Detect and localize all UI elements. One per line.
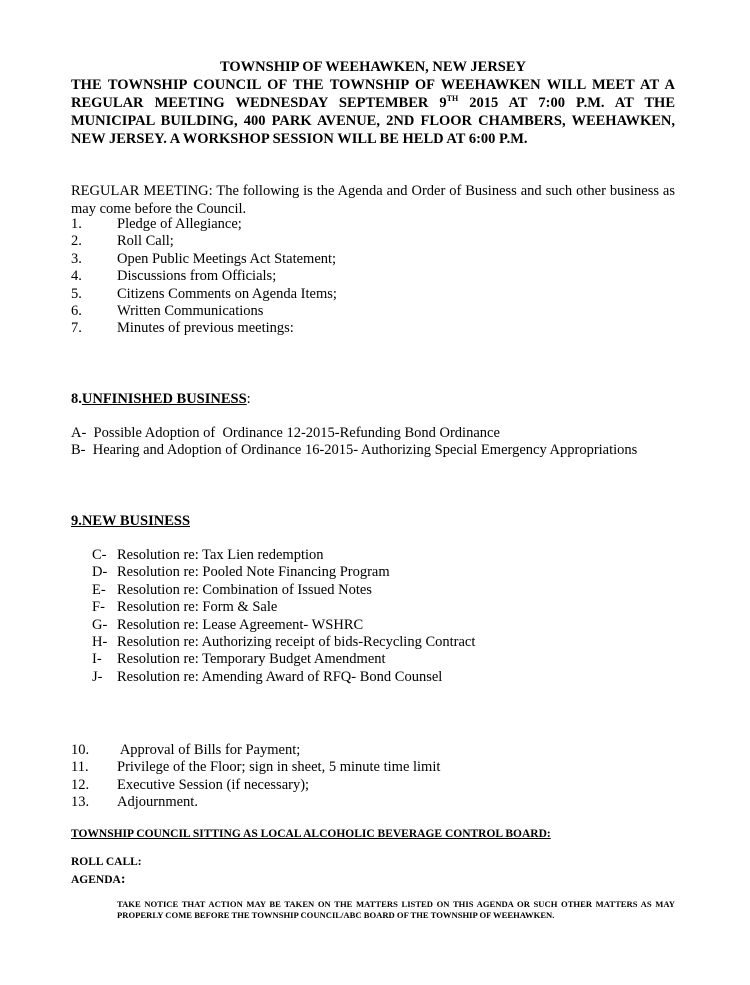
item-number: E- — [92, 581, 106, 598]
list-item — [71, 742, 675, 759]
item-number: H- — [92, 634, 108, 651]
list-item — [92, 582, 672, 599]
list-item — [92, 599, 672, 616]
list-item — [71, 268, 675, 285]
list-item — [92, 634, 672, 651]
item-text: Privilege of the Floor; sign in sheet, 5 minute time limit — [117, 759, 441, 776]
item-number: 6. — [71, 303, 82, 320]
item-text: Written Communications — [117, 303, 264, 320]
item-text: Executive Session (if necessary); — [117, 776, 310, 793]
list-item — [92, 564, 672, 581]
order-of-business-list — [71, 216, 675, 338]
item-text: Resolution re: Tax Lien redemption — [117, 547, 324, 563]
item-text: Roll Call; — [117, 233, 174, 250]
item-number: 4. — [71, 268, 82, 285]
list-item — [71, 216, 675, 233]
closing-items-list — [71, 742, 675, 812]
agenda-page — [71, 58, 675, 920]
list-item — [71, 794, 675, 811]
item-text: Resolution re: Temporary Budget Amendment — [117, 651, 386, 668]
document-title: TOWNSHIP OF WEEHAWKEN, NEW JERSEY — [219, 59, 527, 75]
item-number: J- — [92, 668, 103, 685]
list-item — [71, 777, 675, 794]
meeting-announcement — [71, 76, 675, 148]
item-number: 13. — [71, 794, 90, 811]
list-item — [92, 547, 672, 564]
item-text: Minutes of previous meetings: — [117, 320, 294, 337]
item-number: 12. — [71, 776, 90, 793]
item-text: Resolution re: Amending Award of RFQ- Bond Counsel — [117, 668, 443, 685]
item-text: Resolution re: Lease Agreement- WSHRC — [117, 616, 364, 633]
list-item — [71, 286, 675, 303]
unfinished-business-title: UNFINISHED BUSINESS — [81, 391, 247, 407]
item-number: D- — [92, 564, 108, 581]
unfinished-business-item: B- Hearing and Adoption of Ordinance 16-2015- Authorizing Special Emergency Appropriations — [71, 442, 638, 459]
item-number: 5. — [71, 285, 82, 302]
item-number: 10. — [71, 742, 90, 758]
item-number: C- — [92, 547, 107, 563]
agenda-label-line — [71, 871, 142, 889]
unfinished-business-colon: : — [246, 391, 251, 407]
new-business-heading: 9.NEW BUSINESS — [71, 513, 191, 529]
item-text: Citizens Comments on Agenda Items; — [117, 285, 337, 302]
item-number: 7. — [71, 320, 82, 337]
abc-roll-call-block — [71, 854, 142, 889]
item-number: 2. — [71, 233, 82, 250]
item-text: Discussions from Officials; — [117, 268, 277, 285]
item-number: 11. — [71, 759, 89, 776]
list-item — [71, 759, 675, 776]
item-text: Pledge of Allegiance; — [117, 216, 242, 232]
take-notice-statement: TAKE NOTICE THAT ACTION MAY BE TAKEN ON THE MATTERS LISTED ON THIS AGENDA OR SUCH OTHER MATTERS AS MAY PROPERLY COME BEFORE THE TOWNSHIP COUNCIL/ABC BOARD OF THE TOWNSHIP OF WEEHAWKEN. — [117, 899, 675, 920]
regular-meeting-intro: REGULAR MEETING: The following is the Agenda and Order of Business and such other business as may come before the Council. — [71, 183, 675, 217]
roll-call-label: ROLL CALL: — [71, 856, 142, 868]
item-number: 1. — [71, 216, 82, 232]
list-item — [71, 320, 675, 337]
announcement-superscript: TH — [446, 94, 459, 103]
item-text: Approval of Bills for Payment; — [117, 742, 301, 758]
unfinished-business-list — [71, 425, 675, 460]
list-item — [71, 251, 675, 268]
list-item — [92, 669, 672, 686]
list-item — [92, 651, 672, 668]
new-business-list — [92, 547, 672, 686]
item-number: 3. — [71, 250, 82, 267]
item-text: Resolution re: Pooled Note Financing Program — [117, 564, 390, 581]
unfinished-business-heading — [71, 390, 251, 408]
item-number: F- — [92, 599, 105, 616]
item-text: Resolution re: Combination of Issued Notes — [117, 581, 372, 598]
item-text: Open Public Meetings Act Statement; — [117, 250, 337, 267]
unfinished-business-number: 8. — [71, 391, 82, 407]
item-number: I- — [92, 651, 102, 668]
item-text: Adjournment. — [117, 794, 198, 811]
item-number: G- — [92, 616, 108, 633]
list-item — [71, 303, 675, 320]
agenda-label: AGENDA — [71, 874, 121, 886]
abc-board-heading: TOWNSHIP COUNCIL SITTING AS LOCAL ALCOHOLIC BEVERAGE CONTROL BOARD: — [71, 828, 551, 840]
announcement-part-1: THE TOWNSHIP COUNCIL OF THE TOWNSHIP OF WEEHAWKEN WILL MEET AT A REGULAR MEETING WEDNESDAY SEPTEMBER 9 — [71, 77, 675, 111]
list-item — [92, 617, 672, 634]
announcement-part-2: 2015 AT 7:00 P.M. AT THE MUNICIPAL BUILDING, 400 PARK AVENUE, 2ND FLOOR CHAMBERS, WEEHAWKEN, NEW JERSEY. A WORKSHOP SESSION WILL BE HELD AT 6:00 P.M. — [71, 95, 675, 147]
item-text: Resolution re: Authorizing receipt of bids-Recycling Contract — [117, 634, 476, 651]
list-item — [71, 233, 675, 250]
unfinished-business-item: A- Possible Adoption of Ordinance 12-2015-Refunding Bond Ordinance — [71, 425, 500, 441]
agenda-colon: : — [120, 872, 126, 887]
item-text: Resolution re: Form & Sale — [117, 599, 278, 616]
